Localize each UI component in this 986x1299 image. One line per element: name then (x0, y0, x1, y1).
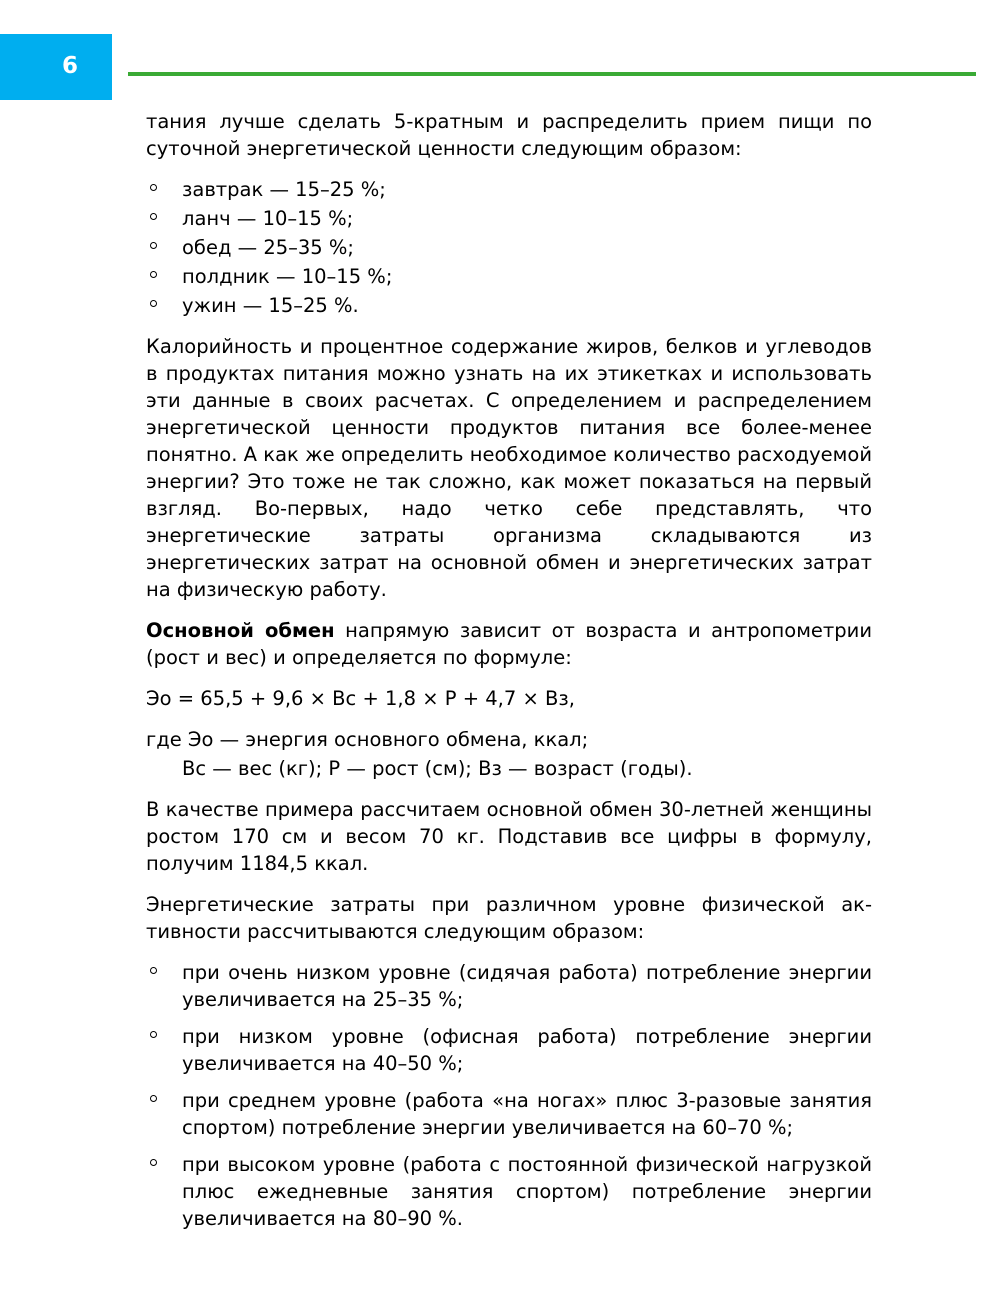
intro-paragraph: тания лучше сделать 5-кратным и распределить прием пищи по суточной энергетической ценности следующим образом: (146, 110, 872, 160)
calories-paragraph: Калорийность и процентное содержание жиров, белков и углеводов в продуктах питания можно узнать на их этикетках и использовать эти данные в своих расчетах. С определением и распределением энергетической ценности продуктов питания все более-менее понятно. А как же определить необходимое количество расходуемой энергии? Это тоже не так сложно, как может показаться на первый взгляд. Во-первых, надо четко себе представлять, что энергетические затраты организма складываются из энергетических затрат на основной обмен и энергетических затрат на физическую работу. (146, 335, 872, 601)
list-item-label: полдник — 10–15 %; (182, 265, 393, 288)
bullet-circle-icon (150, 300, 157, 307)
meal-distribution-list (146, 176, 872, 319)
list-item-label: завтрак — 15–25 %; (182, 178, 386, 201)
list-item (146, 263, 872, 290)
bullet-circle-icon (150, 1031, 157, 1038)
page-number: 6 (62, 53, 79, 79)
page-content (146, 108, 872, 1246)
bullet-circle-icon (150, 1095, 157, 1102)
basal-metabolism-text: напрямую зависит от возраста и антропометрии (рост и вес) и определяется по формуле: (146, 619, 872, 669)
list-item (146, 176, 872, 203)
list-item-label: ланч — 10–15 %; (182, 207, 354, 230)
bullet-circle-icon (150, 1159, 157, 1166)
list-item (146, 1151, 872, 1232)
list-item-label: ужин — 15–25 %. (182, 294, 359, 317)
list-item (146, 959, 872, 1013)
activity-level-list (146, 959, 872, 1232)
formula-note-energy: где Эо — энергия основного обмена, ккал; (146, 728, 589, 751)
page-number-tab (0, 34, 112, 100)
list-item (146, 292, 872, 319)
list-item-label: при среднем уровне (работа «на ногах» плюс 3-разовые занятия спортом) потребление энергии увеличивается на 60–70 %; (182, 1089, 872, 1139)
bullet-circle-icon (150, 242, 157, 249)
list-item-label: при высоком уровне (работа с постоянной физической нагрузкой плюс ежедневные занятия спортом) потребление энергии увеличивается на 80–90 %. (182, 1153, 872, 1230)
bullet-circle-icon (150, 184, 157, 191)
list-item (146, 205, 872, 232)
list-item-label: обед — 25–35 %; (182, 236, 355, 259)
list-item-label: при очень низком уровне (сидячая работа) потребление энергии увеличивается на 25–35 %; (182, 961, 872, 1011)
bullet-circle-icon (150, 967, 157, 974)
formula: Эо = 65,5 + 9,6 × Вс + 1,8 × Р + 4,7 × Вз, (146, 687, 575, 710)
list-item (146, 234, 872, 261)
list-item-label: при низком уровне (офисная работа) потребление энергии увеличивается на 40–50 %; (182, 1025, 872, 1075)
header-rule (128, 72, 976, 76)
formula-note-variables: Вс — вес (кг); Р — рост (см); Вз — возраст (годы). (182, 757, 693, 780)
activity-intro-paragraph: Энергетические затраты при различном уровне физической активности рассчитываются следующим образом: (146, 893, 872, 943)
list-item (146, 1023, 872, 1077)
example-paragraph: В качестве примера рассчитаем основной обмен 30-летней женщины ростом 170 см и весом 70 кг. Подставив все цифры в формулу, получим 1184,5 ккал. (146, 798, 872, 875)
list-item (146, 1087, 872, 1141)
basal-metabolism-paragraph (146, 617, 872, 671)
basal-metabolism-heading: Основной обмен (146, 619, 335, 642)
bullet-circle-icon (150, 271, 157, 278)
bullet-circle-icon (150, 213, 157, 220)
